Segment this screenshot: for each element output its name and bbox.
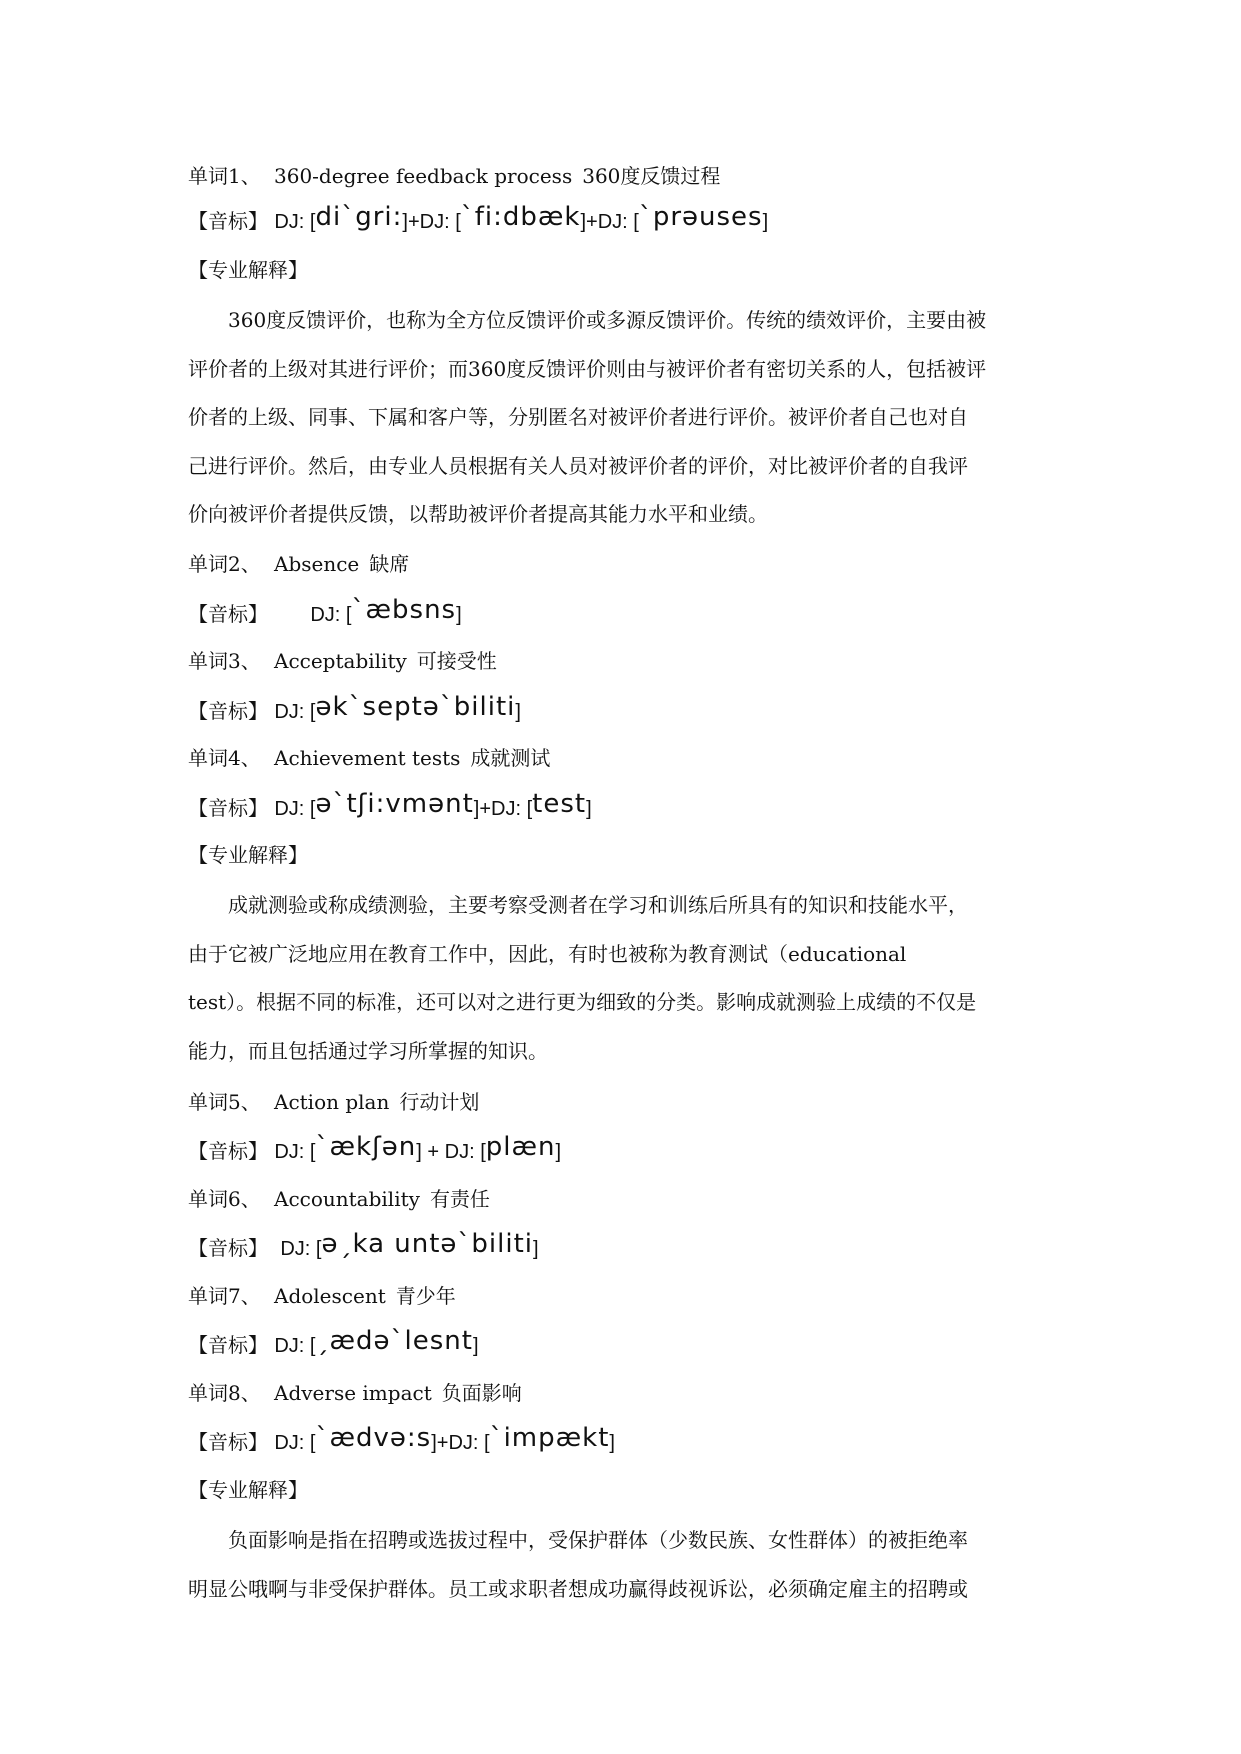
phonetic-suffix: ] bbox=[402, 211, 408, 233]
word-english: Accountability bbox=[274, 1187, 420, 1211]
phonetic-suffix: ] bbox=[416, 1141, 422, 1163]
word-english: Adverse impact bbox=[274, 1381, 432, 1405]
paragraph-line: 价向被评价者提供反馈，以帮助被评价者提高其能力水平和业绩。 bbox=[188, 502, 768, 526]
phonetic-label: 【音标】 bbox=[188, 1333, 268, 1357]
word-chinese: 可接受性 bbox=[416, 649, 497, 673]
phonetic-suffix: ] bbox=[473, 798, 480, 820]
phonetic-ipa: `ækʃən bbox=[315, 1132, 417, 1162]
phonetic-suffix: ] bbox=[609, 1432, 615, 1454]
phonetic-ipa: `æbsns bbox=[351, 595, 457, 625]
phonetic-ipa: `fi:dbæk bbox=[460, 202, 581, 232]
word-english: 360-degree feedback process bbox=[274, 164, 573, 188]
phonetic-ipa: `impækt bbox=[489, 1423, 610, 1453]
phonetic-prefix: + DJ: [ bbox=[421, 1141, 486, 1163]
phonetic-ipa: di`gri: bbox=[315, 202, 403, 232]
word-english: Action plan bbox=[274, 1090, 390, 1114]
word-english: Adolescent bbox=[274, 1284, 386, 1308]
phonetic-label: 【音标】 bbox=[188, 1236, 268, 1260]
phonetic-label: 【音标】 bbox=[188, 699, 268, 723]
paragraph-line: 360度反馈评价，也称为全方位反馈评价或多源反馈评价。传统的绩效评价，主要由被 bbox=[228, 308, 987, 332]
phonetic-label: 【音标】 bbox=[188, 209, 268, 233]
phonetic-ipa: `prəuses bbox=[638, 202, 763, 232]
word-index: 单词2、 bbox=[188, 552, 261, 576]
word-entry-8 bbox=[188, 1381, 522, 1405]
phonetic-suffix: ] bbox=[580, 211, 587, 233]
phonetic-suffix: ] bbox=[555, 1141, 562, 1163]
word-entry-1 bbox=[188, 164, 720, 188]
word-index: 单词7、 bbox=[188, 1284, 261, 1308]
phonetic-label: 【音标】 bbox=[188, 1139, 268, 1163]
phonetic-line-6 bbox=[188, 1229, 539, 1261]
paragraph-line: 负面影响是指在招聘或选拔过程中，受保护群体（少数民族、女性群体）的被拒绝率 bbox=[228, 1528, 968, 1552]
paragraph-line: 价者的上级、同事、下属和客户等，分别匿名对被评价者进行评价。被评价者自己也对自 bbox=[188, 405, 968, 429]
phonetic-line-1 bbox=[188, 202, 769, 234]
phonetic-suffix: ] bbox=[456, 604, 462, 626]
phonetic-line-2 bbox=[188, 595, 462, 627]
phonetic-prefix: DJ: [ bbox=[274, 1141, 316, 1163]
word-english: Achievement tests bbox=[274, 746, 461, 770]
phonetic-suffix: ] bbox=[533, 1238, 539, 1260]
word-index: 单词1、 bbox=[188, 164, 261, 188]
phonetic-prefix: DJ: [ bbox=[274, 1335, 316, 1357]
phonetic-label: 【音标】 bbox=[188, 602, 268, 626]
word-chinese: 有责任 bbox=[429, 1187, 490, 1211]
word-chinese: 负面影响 bbox=[441, 1381, 522, 1405]
phonetic-line-7 bbox=[188, 1326, 479, 1358]
paragraph-line: 成就测验或称成绩测验，主要考察受测者在学习和训练后所具有的知识和技能水平， bbox=[228, 893, 968, 917]
phonetic-suffix: ] bbox=[431, 1432, 437, 1454]
phonetic-suffix: ] bbox=[515, 701, 521, 723]
explanation-title: 【专业解释】 bbox=[188, 1478, 308, 1502]
word-index: 单词6、 bbox=[188, 1187, 261, 1211]
word-index: 单词4、 bbox=[188, 746, 261, 770]
phonetic-prefix: DJ: [ bbox=[274, 211, 316, 233]
word-index: 单词8、 bbox=[188, 1381, 261, 1405]
word-entry-4 bbox=[188, 746, 550, 770]
paragraph-line: 明显公哦啊与非受保护群体。员工或求职者想成功赢得歧视诉讼，必须确定雇主的招聘或 bbox=[188, 1576, 968, 1601]
phonetic-label: 【音标】 bbox=[188, 1430, 268, 1454]
explanation-paragraph-1 bbox=[188, 296, 1056, 539]
phonetic-ipa: plæn bbox=[485, 1132, 556, 1162]
explanation-paragraph-4 bbox=[188, 881, 1056, 1075]
phonetic-prefix: +DJ: [ bbox=[436, 1432, 490, 1454]
word-entry-6 bbox=[188, 1187, 490, 1211]
phonetic-suffix: ] bbox=[762, 211, 769, 233]
phonetic-prefix: +DJ: [ bbox=[407, 211, 461, 233]
word-entry-7 bbox=[188, 1284, 456, 1308]
phonetic-line-3 bbox=[188, 692, 521, 724]
phonetic-prefix: DJ: [ bbox=[274, 701, 316, 723]
word-chinese: 青少年 bbox=[395, 1284, 456, 1308]
phonetic-prefix: DJ: [ bbox=[274, 1432, 316, 1454]
word-chinese: 行动计划 bbox=[399, 1090, 480, 1114]
phonetic-ipa: `ædvə:s bbox=[315, 1423, 432, 1453]
explanation-title: 【专业解释】 bbox=[188, 843, 308, 867]
phonetic-prefix: +DJ: [ bbox=[586, 211, 639, 233]
phonetic-suffix: ] bbox=[586, 798, 592, 820]
explanation-title: 【专业解释】 bbox=[188, 258, 308, 282]
word-chinese: 360度反馈过程 bbox=[582, 164, 721, 188]
word-chinese: 缺席 bbox=[369, 552, 410, 576]
word-entry-5 bbox=[188, 1090, 479, 1114]
paragraph-line: 己进行评价。然后，由专业人员根据有关人员对被评价者的评价，对比被评价者的自我评 bbox=[188, 453, 968, 478]
phonetic-prefix: DJ: [ bbox=[310, 604, 352, 626]
phonetic-ipa: test bbox=[532, 789, 587, 819]
phonetic-line-5 bbox=[188, 1132, 562, 1164]
word-chinese: 成就测试 bbox=[470, 746, 551, 770]
word-entry-3 bbox=[188, 649, 497, 673]
word-english: Acceptability bbox=[274, 649, 407, 673]
paragraph-line: test）。根据不同的标准，还可以对之进行更为细致的分类。影响成就测验上成绩的不仅是 bbox=[188, 990, 977, 1014]
phonetic-prefix: DJ: [ bbox=[274, 798, 316, 820]
word-index: 单词5、 bbox=[188, 1090, 261, 1114]
paragraph-line: 由于它被广泛地应用在教育工作中，因此，有时也被称为教育测试（educational bbox=[188, 941, 907, 966]
phonetic-suffix: ] bbox=[472, 1335, 479, 1357]
phonetic-prefix: DJ: [ bbox=[280, 1238, 322, 1260]
phonetic-ipa: əˏka untə`biliti bbox=[321, 1229, 534, 1259]
paragraph-line: 能力，而且包括通过学习所掌握的知识。 bbox=[188, 1038, 548, 1063]
explanation-paragraph-8 bbox=[188, 1516, 1056, 1613]
phonetic-ipa: ˏædə`lesnt bbox=[315, 1326, 473, 1356]
word-entry-2 bbox=[188, 552, 409, 576]
phonetic-line-4 bbox=[188, 789, 592, 821]
phonetic-ipa: ə`tʃi:vmənt bbox=[315, 789, 474, 819]
word-index: 单词3、 bbox=[188, 649, 261, 673]
phonetic-prefix: +DJ: [ bbox=[479, 798, 533, 820]
phonetic-line-8 bbox=[188, 1423, 615, 1455]
phonetic-label: 【音标】 bbox=[188, 796, 268, 820]
paragraph-line: 评价者的上级对其进行评价；而360度反馈评价则由与被评价者有密切关系的人，包括被评 bbox=[188, 356, 987, 381]
word-english: Absence bbox=[274, 552, 360, 576]
phonetic-ipa: ək`septə`biliti bbox=[315, 692, 516, 722]
